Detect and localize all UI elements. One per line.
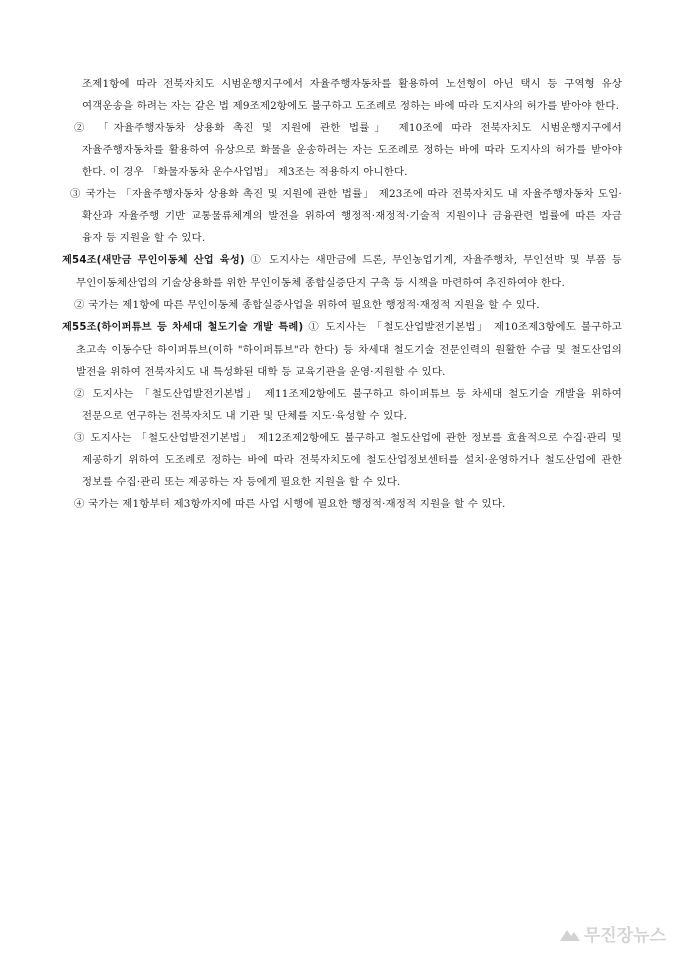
- article-54-text: ① 도지사는 새만금에 드론, 무인농업기계, 자율주행차, 무인선박 및 부품 등 무인이동체산업의 기술상용화를 위한 무인이동체 종합실증단지 구축 등 시책을 마련하여 추진하여야 한다.: [76, 254, 623, 289]
- paragraph-1: 조제1항에 따라 전북자치도 시범운행지구에서 자율주행자동차를 활용하여 노선형이 아닌 택시 등 구역형 유상 여객운송을 하려는 자는 같은 법 제9조제2항에도 불구하고 도조례로 정하는 바에 따라 도지사의 허가를 받아야 한다.: [82, 78, 622, 112]
- article-55: [62, 316, 622, 383]
- article-55-paragraph-3: ③ 도지사는 「철도산업발전기본법」 제12조제2항에도 불구하고 철도산업에 관한 정보를 효율적으로 수집·관리 및 제공하기 위하여 도조례로 정하는 바에 따라 전북자치도에 철도산업정보센터를 설치·운영하거나 철도산업에 관한 정보를 수집·관리 또는 제공하는 자 등에게 필요한 지원을 할 수 있다.: [74, 432, 622, 488]
- article-55-paragraph-4: ④ 국가는 제1항부터 제3항까지에 따른 사업 시행에 필요한 행정적·재정적 지원을 할 수 있다.: [74, 498, 506, 510]
- mountain-logo-icon: [560, 927, 580, 941]
- article-54-paragraph-2: ② 국가는 제1항에 따른 무인이동체 종합실증사업을 위하여 필요한 행정적·재정적 지원을 할 수 있다.: [74, 299, 540, 311]
- paragraph-3: ③ 국가는 「자율주행자동차 상용화 촉진 및 지원에 관한 법률」 제23조에 따라 전북자치도 내 자율주행자동차 도입·확산과 자율주행 기반 교통물류체계의 발전을 위하여 행정적·재정적·기술적 지원이나 금융관련 법률에 따른 자금 융자 등 지원을 할 수 있다.: [70, 188, 622, 244]
- paragraph-2: ② 「자율주행자동차 상용화 촉진 및 지원에 관한 법률」 제10조에 따라 전북자치도 시범운행지구에서 자율주행자동차를 활용하여 유상으로 화물을 운송하려는 자는 도조례로 정하는 바에 따라 도지사의 허가를 받아야 한다. 이 경우 「화물자동차 운수사업법」 제3조는 적용하지 아니한다.: [74, 122, 622, 178]
- article-54-title: 제54조(새만금 무인이동체 산업 육성): [62, 255, 245, 266]
- watermark: [560, 921, 666, 946]
- watermark-text: 무진장뉴스: [583, 926, 666, 946]
- article-55-title: 제55조(하이퍼튜브 등 차세대 철도기술 개발 특례): [62, 322, 304, 333]
- document-page: [62, 73, 622, 515]
- article-55-paragraph-2: ② 도지사는 「철도산업발전기본법」 제11조제2항에도 불구하고 하이퍼튜브 등 차세대 철도기술 개발을 위하여 전문으로 연구하는 전북자치도 내 기관 및 단체를 지도·육성할 수 있다.: [74, 388, 622, 422]
- article-54: [62, 249, 622, 294]
- article-55-text: ① 도지사는 「철도산업발전기본법」 제10조제3항에도 불구하고 초고속 이동수단 하이퍼튜브(이하 "하이퍼튜브"라 한다) 등 차세대 철도기술 전문인력의 원활한 수급 및 철도산업의 발전을 위하여 전북자치도 내 특성화된 대학 등 교육기관을 운영·지원할 수 있다.: [76, 321, 622, 378]
